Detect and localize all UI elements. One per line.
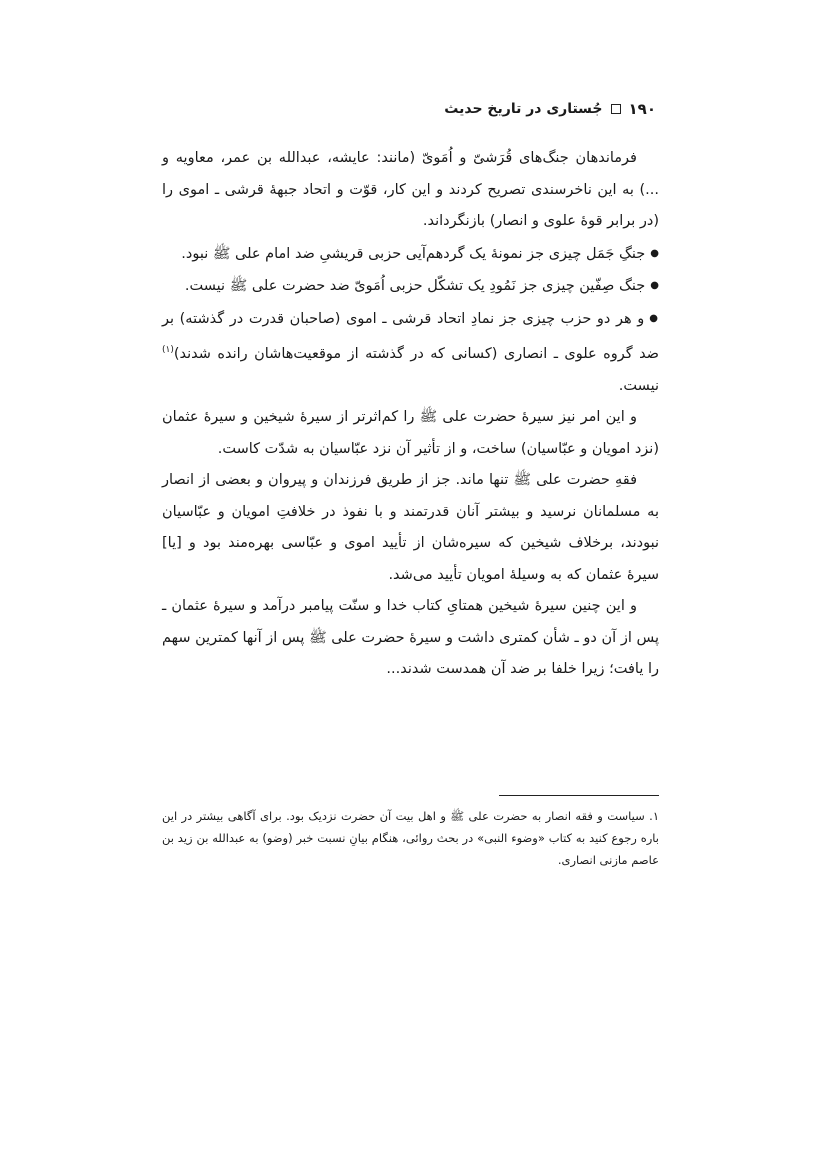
paragraph: و این امر نیز سیرهٔ حضرت علی ﷺ را کم‌اثرتر از سیرهٔ شیخین و سیرهٔ عثمان (نزد امویان و عبّاسیان) ساخت، و از تأثیر آن نزد عبّاسیان به شدّت کاست. <box>162 409 659 457</box>
footnote-separator <box>499 795 659 796</box>
square-bullet-icon <box>611 104 621 114</box>
bullet-paragraph <box>162 303 659 403</box>
running-title: جُستاری در تاریخ حدیث <box>444 101 603 117</box>
bullet-paragraph: ● جنگِ جَمَل چیزی جز نمونهٔ یک گردهم‌آیی حزبی قریشیِ ضد امام علی ﷺ نبود. <box>162 238 659 271</box>
page-number: ۱۹۰ <box>628 100 656 118</box>
footnote: ۱. سیاست و فقه انصار به حضرت علی ﷺ و اهل بیت آن حضرت نزدیک بود. برای آگاهی بیشتر در این باره رجوع کنید به کتاب «وضوء النبی» در بحث روائی، هنگام بیانِ نسبت خبر (وضو) به عبدالله بن زید بن عاصم مازنی انصاری. <box>162 809 659 867</box>
footnote-reference: (۱) <box>162 345 174 355</box>
paragraph: فرماندهان جنگ‌های قُرَشیّ و اُمَویّ (مانند: عایشه، عبدالله بن عمر، معاویه و ...) به این ناخرسندی تصریح کردند و این کار، قوّت و اتحاد جبههٔ قرشی ـ اموی را (در برابر قوهٔ علوی و انصار) بازنگرداند. <box>162 150 659 229</box>
paragraph-text: و هر دو حزب چیزی جز نمادِ اتحاد قرشی ـ اموی (صاحبان قدرت در گذشته) بر ضد گروه علوی ـ انصاری (کسانی که در گذشته از موقعیت‌هاشان رانده شدند) <box>162 310 659 362</box>
paragraph-tail: نیست. <box>618 377 659 394</box>
body-text <box>162 143 659 686</box>
running-header <box>444 100 656 118</box>
paragraph: فقهِ حضرت علی ﷺ تنها ماند. جز از طریق فرزندان و پیروان و بعضی از انصار به مسلمانان نرسید و بیشتر آنان قدرتمند و با نفوذ در خلافتِ امویان و عبّاسیان نبودند، برخلاف شیخین که سیره‌شان از تأیید اموی و عبّاسی بهره‌مند بود و [یا] سیرهٔ عثمان که به وسیلهٔ امویان تأیید می‌شد. <box>162 472 659 583</box>
bullet-paragraph: ● جنگ صِفّین چیزی جز نَمُودِ یک تشکّل حزبی اُمَویّ ضد حضرت علی ﷺ نیست. <box>162 270 659 303</box>
paragraph: و این چنین سیرهٔ شیخین همتایِ کتاب خدا و سنّت پیامبر درآمد و سیرهٔ عثمان ـ پس از آن دو ـ شأن کمتری داشت و سیرهٔ حضرت علی ﷺ پس از آنها کمترین سهم را یافت؛ زیرا خلفا بر ضد آن همدست شدند... <box>162 598 659 677</box>
